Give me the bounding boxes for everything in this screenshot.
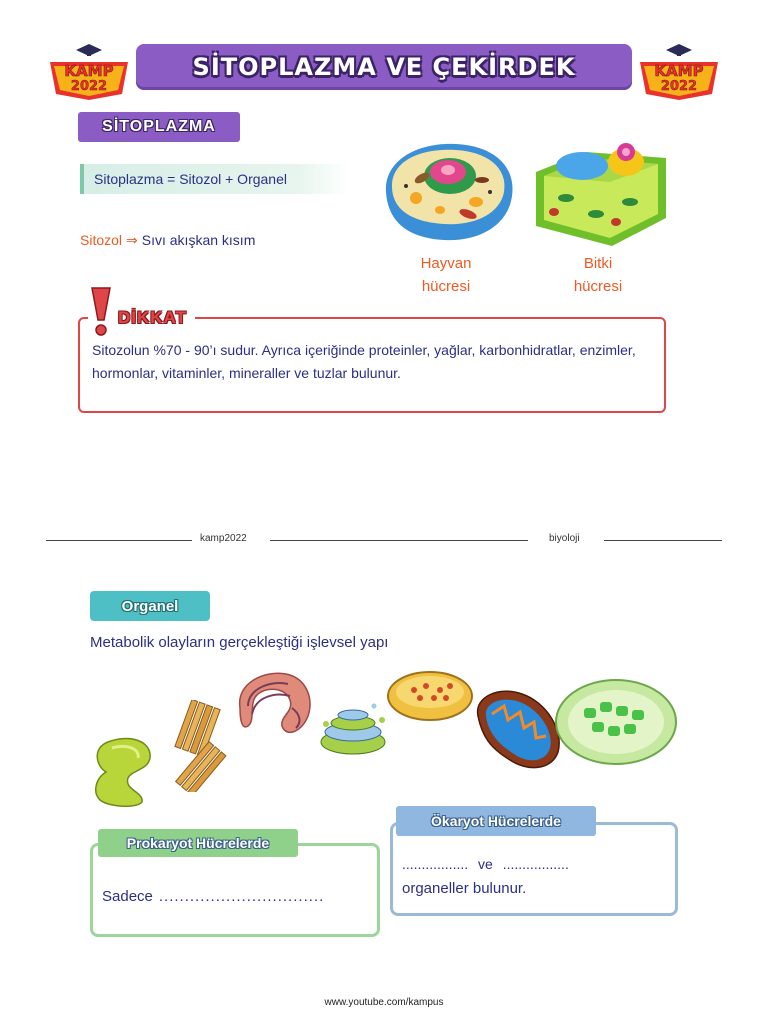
chloroplast-illustration [554, 676, 678, 768]
centrosome-illustration [88, 734, 160, 808]
okaryot-blanks-line [402, 856, 569, 872]
sitozol-definition [80, 232, 255, 249]
section-tag-sitoplazma [78, 112, 240, 142]
animal-cell-caption [404, 252, 488, 298]
organel-tag-label: Organel [121, 597, 179, 615]
plant-cell-caption-line2: hücresi [573, 278, 623, 295]
badge-top-text: KAMP [654, 62, 704, 80]
lysosome-illustration [384, 666, 476, 724]
prokaryot-text: Sadece [102, 888, 153, 905]
footer-subject-tag: biyoloji [549, 533, 580, 544]
page-title-bar [136, 44, 632, 90]
plant-cell-caption [556, 252, 640, 298]
kamp-2022-logo-left [46, 40, 132, 102]
divider-line-middle [270, 540, 528, 541]
okaryot-ve: ve [478, 856, 493, 872]
plant-cell-illustration [526, 128, 674, 250]
formula-text: Sitoplazma = Sitozol + Organel [94, 171, 287, 187]
badge-year-text: 2022 [70, 79, 108, 94]
dikkat-note-text: Sitozolun %70 - 90’ı sudur. Ayrıca içeriğinde proteinler, yağlar, karbonhidratlar, enzimler, hormonlar, vitaminler, mineraller ve tuzlar bulunur. [92, 342, 636, 381]
kamp-2022-logo-right [636, 40, 722, 102]
animal-cell-caption-line2: hücresi [421, 278, 471, 295]
dikkat-label: DİKKAT [118, 308, 187, 327]
sitozol-description: Sıvı akışkan kısım [141, 232, 256, 248]
okaryot-blank-1[interactable]: ................. [402, 856, 469, 872]
implies-arrow-icon: ⇒ [126, 232, 138, 248]
endoplasmic-reticulum-illustration [232, 668, 316, 740]
prokaryot-tag [98, 829, 298, 857]
prokaryot-tag-label: Prokaryot Hücrelerde [126, 835, 270, 851]
okaryot-blank-2[interactable]: ................. [502, 856, 569, 872]
badge-year-text: 2022 [660, 79, 698, 94]
okaryot-tag-label: Ökaryot Hücrelerde [431, 813, 561, 829]
plant-cell-caption-line1: Bitki [583, 255, 613, 272]
animal-cell-illustration [378, 130, 520, 248]
divider-line-right [604, 540, 722, 541]
divider-line-left [46, 540, 192, 541]
sitozol-term: Sitozol [80, 232, 123, 248]
footer-kamp-tag: kamp2022 [200, 533, 247, 544]
page-title: SİTOPLAZMA VE ÇEKİRDEK [192, 53, 576, 81]
section-tag-label: SİTOPLAZMA [102, 118, 216, 135]
organel-definition: Metabolik olayların gerçekleştiği işlevsel yapı [90, 634, 389, 651]
organel-tag [90, 591, 210, 621]
centriole-illustration [160, 700, 240, 792]
dikkat-header [88, 286, 195, 338]
formula-box [80, 164, 350, 194]
footer-url: www.youtube.com/kampus [324, 997, 444, 1008]
okaryot-tag [396, 806, 596, 836]
animal-cell-caption-line1: Hayvan [420, 255, 472, 272]
exclamation-icon [88, 286, 114, 338]
okaryot-statement: organeller bulunur. [402, 880, 527, 897]
mitochondrion-illustration [470, 686, 566, 772]
golgi-apparatus-illustration [316, 696, 390, 758]
prokaryot-blank[interactable]: ................................ [158, 888, 325, 905]
prokaryot-statement [102, 888, 324, 905]
badge-top-text: KAMP [64, 62, 114, 80]
